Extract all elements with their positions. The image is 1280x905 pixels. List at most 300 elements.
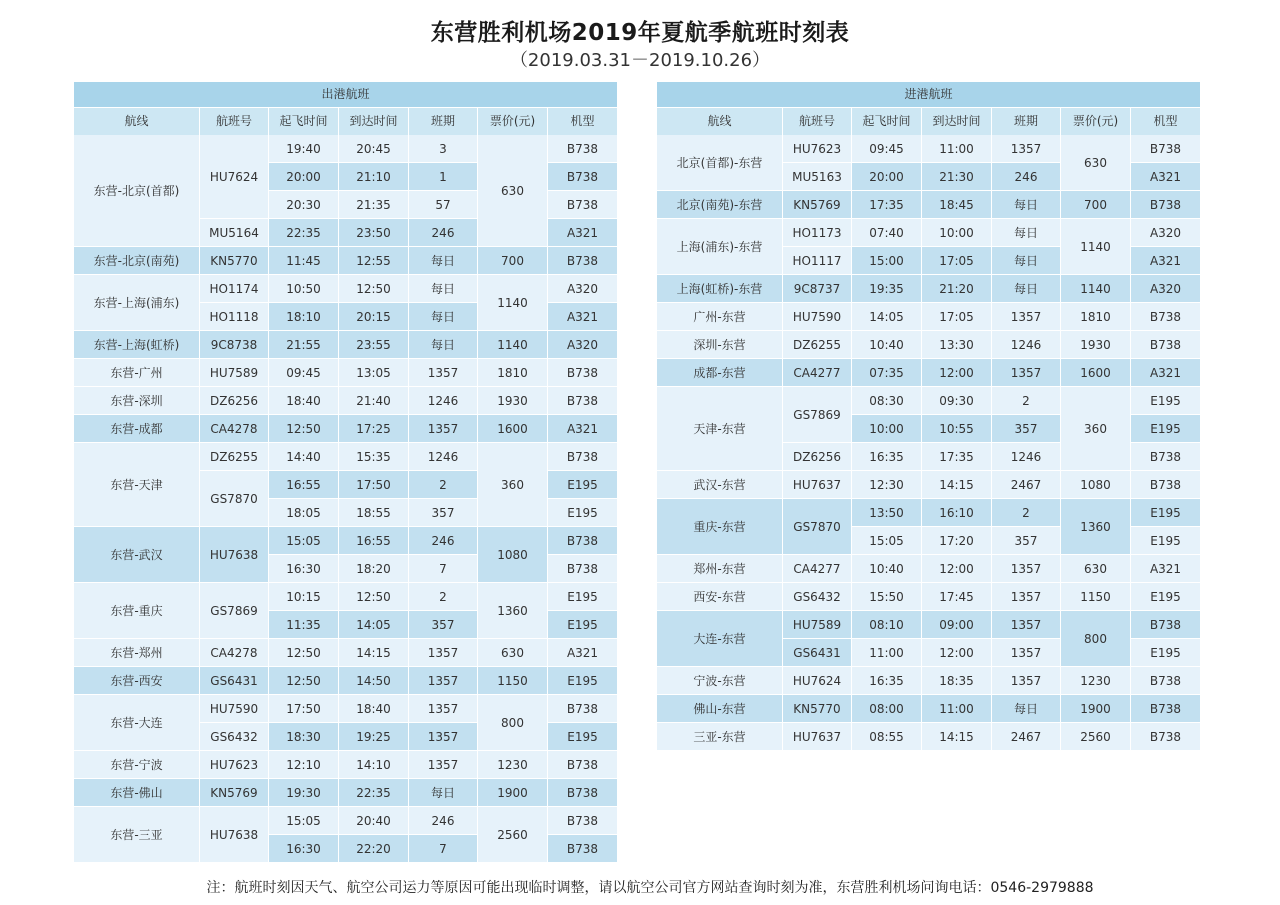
- aircraft-type-cell: B738: [1131, 331, 1200, 359]
- aircraft-type-cell: B738: [548, 135, 617, 163]
- outbound-header-price: 票价(元): [478, 108, 548, 135]
- arrive-time-cell: 18:55: [339, 499, 409, 527]
- arrive-time-cell: 17:05: [922, 247, 992, 275]
- price-cell: 1150: [478, 667, 548, 695]
- aircraft-type-cell: E195: [1131, 387, 1200, 415]
- price-cell: 1140: [1061, 219, 1131, 275]
- price-cell: 800: [1061, 611, 1131, 667]
- aircraft-type-cell: B738: [548, 835, 617, 863]
- aircraft-type-cell: E195: [548, 611, 617, 639]
- arrive-time-cell: 11:00: [922, 135, 992, 163]
- flight-number-cell: KN5770: [783, 695, 852, 723]
- arrive-time-cell: 19:25: [339, 723, 409, 751]
- inbound-header-flight-no: 航班号: [783, 108, 852, 135]
- outbound-header-flight-no: 航班号: [200, 108, 269, 135]
- price-cell: 630: [1061, 135, 1131, 191]
- depart-time-cell: 10:15: [269, 583, 339, 611]
- inbound-header-price: 票价(元): [1061, 108, 1131, 135]
- depart-time-cell: 10:40: [852, 555, 922, 583]
- schedule-cell: 1357: [992, 135, 1061, 163]
- depart-time-cell: 20:00: [852, 163, 922, 191]
- arrive-time-cell: 12:00: [922, 639, 992, 667]
- schedule-cell: 2467: [992, 723, 1061, 751]
- schedule-cell: 1357: [409, 723, 478, 751]
- route-cell: 东营-广州: [74, 359, 200, 387]
- arrive-time-cell: 17:50: [339, 471, 409, 499]
- arrive-time-cell: 10:55: [922, 415, 992, 443]
- schedule-cell: 每日: [409, 247, 478, 275]
- arrive-time-cell: 17:45: [922, 583, 992, 611]
- depart-time-cell: 15:00: [852, 247, 922, 275]
- schedule-cell: 1246: [409, 443, 478, 471]
- aircraft-type-cell: E195: [548, 583, 617, 611]
- price-cell: 1900: [1061, 695, 1131, 723]
- arrive-time-cell: 12:00: [922, 555, 992, 583]
- flight-number-cell: DZ6255: [200, 443, 269, 471]
- aircraft-type-cell: B738: [1131, 667, 1200, 695]
- flight-number-cell: KN5770: [200, 247, 269, 275]
- route-cell: 东营-郑州: [74, 639, 200, 667]
- schedule-cell: 357: [409, 499, 478, 527]
- aircraft-type-cell: A321: [548, 639, 617, 667]
- depart-time-cell: 15:05: [852, 527, 922, 555]
- schedule-cell: 1357: [409, 415, 478, 443]
- aircraft-type-cell: A320: [1131, 275, 1200, 303]
- route-cell: 东营-三亚: [74, 807, 200, 863]
- route-cell: 东营-佛山: [74, 779, 200, 807]
- aircraft-type-cell: E195: [548, 499, 617, 527]
- price-cell: 1600: [1061, 359, 1131, 387]
- arrive-time-cell: 12:00: [922, 359, 992, 387]
- route-cell: 天津-东营: [657, 387, 783, 471]
- aircraft-type-cell: B738: [548, 247, 617, 275]
- arrive-time-cell: 18:45: [922, 191, 992, 219]
- route-cell: 东营-西安: [74, 667, 200, 695]
- price-cell: 1140: [1061, 275, 1131, 303]
- schedule-cell: 357: [992, 527, 1061, 555]
- flight-number-cell: HU7637: [783, 723, 852, 751]
- price-cell: 1360: [478, 583, 548, 639]
- price-cell: 360: [1061, 387, 1131, 471]
- aircraft-type-cell: B738: [1131, 611, 1200, 639]
- aircraft-type-cell: A321: [548, 415, 617, 443]
- price-cell: 700: [1061, 191, 1131, 219]
- depart-time-cell: 16:30: [269, 835, 339, 863]
- schedule-cell: 2: [409, 471, 478, 499]
- depart-time-cell: 10:40: [852, 331, 922, 359]
- aircraft-type-cell: A320: [548, 331, 617, 359]
- schedule-cell: 1: [409, 163, 478, 191]
- route-cell: 郑州-东营: [657, 555, 783, 583]
- arrive-time-cell: 14:15: [339, 639, 409, 667]
- price-cell: 1230: [478, 751, 548, 779]
- aircraft-type-cell: B738: [1131, 695, 1200, 723]
- depart-time-cell: 11:35: [269, 611, 339, 639]
- schedule-cell: 1357: [409, 639, 478, 667]
- depart-time-cell: 19:40: [269, 135, 339, 163]
- depart-time-cell: 16:55: [269, 471, 339, 499]
- route-cell: 东营-成都: [74, 415, 200, 443]
- depart-time-cell: 08:30: [852, 387, 922, 415]
- depart-time-cell: 18:10: [269, 303, 339, 331]
- flight-number-cell: CA4278: [200, 639, 269, 667]
- arrive-time-cell: 10:00: [922, 219, 992, 247]
- price-cell: 2560: [1061, 723, 1131, 751]
- depart-time-cell: 13:50: [852, 499, 922, 527]
- schedule-cell: 每日: [409, 275, 478, 303]
- depart-time-cell: 16:35: [852, 443, 922, 471]
- arrive-time-cell: 14:10: [339, 751, 409, 779]
- schedule-cell: 2: [409, 583, 478, 611]
- aircraft-type-cell: B738: [548, 527, 617, 555]
- depart-time-cell: 12:30: [852, 471, 922, 499]
- inbound-table: [657, 82, 1200, 751]
- arrive-time-cell: 12:50: [339, 275, 409, 303]
- depart-time-cell: 11:00: [852, 639, 922, 667]
- schedule-cell: 246: [992, 163, 1061, 191]
- aircraft-type-cell: E195: [548, 471, 617, 499]
- depart-time-cell: 07:40: [852, 219, 922, 247]
- flight-number-cell: HU7624: [200, 135, 269, 219]
- flight-number-cell: MU5163: [783, 163, 852, 191]
- depart-time-cell: 22:35: [269, 219, 339, 247]
- depart-time-cell: 12:50: [269, 415, 339, 443]
- aircraft-type-cell: E195: [1131, 527, 1200, 555]
- flight-number-cell: GS7869: [200, 583, 269, 639]
- schedule-cell: 1357: [992, 303, 1061, 331]
- depart-time-cell: 20:30: [269, 191, 339, 219]
- flight-number-cell: CA4278: [200, 415, 269, 443]
- flight-number-cell: HU7589: [783, 611, 852, 639]
- arrive-time-cell: 17:20: [922, 527, 992, 555]
- route-cell: 上海(虹桥)-东营: [657, 275, 783, 303]
- depart-time-cell: 12:10: [269, 751, 339, 779]
- arrive-time-cell: 22:20: [339, 835, 409, 863]
- schedule-cell: 2: [992, 387, 1061, 415]
- price-cell: 1810: [1061, 303, 1131, 331]
- arrive-time-cell: 13:05: [339, 359, 409, 387]
- arrive-time-cell: 14:15: [922, 471, 992, 499]
- depart-time-cell: 16:35: [852, 667, 922, 695]
- schedule-cell: 1357: [992, 667, 1061, 695]
- schedule-cell: 357: [992, 415, 1061, 443]
- depart-time-cell: 16:30: [269, 555, 339, 583]
- route-cell: 广州-东营: [657, 303, 783, 331]
- schedule-cell: 246: [409, 807, 478, 835]
- aircraft-type-cell: B738: [548, 191, 617, 219]
- aircraft-type-cell: B738: [548, 555, 617, 583]
- flight-number-cell: GS6431: [200, 667, 269, 695]
- price-cell: 1230: [1061, 667, 1131, 695]
- route-cell: 佛山-东营: [657, 695, 783, 723]
- aircraft-type-cell: A320: [548, 275, 617, 303]
- arrive-time-cell: 20:45: [339, 135, 409, 163]
- flight-number-cell: HU7637: [783, 471, 852, 499]
- arrive-time-cell: 20:40: [339, 807, 409, 835]
- schedule-cell: 357: [409, 611, 478, 639]
- schedule-cell: 7: [409, 835, 478, 863]
- outbound-header-depart: 起飞时间: [269, 108, 339, 135]
- depart-time-cell: 11:45: [269, 247, 339, 275]
- flight-number-cell: GS6432: [783, 583, 852, 611]
- arrive-time-cell: 09:30: [922, 387, 992, 415]
- schedule-cell: 每日: [992, 247, 1061, 275]
- aircraft-type-cell: E195: [548, 723, 617, 751]
- arrive-time-cell: 16:10: [922, 499, 992, 527]
- flight-number-cell: GS7869: [783, 387, 852, 443]
- footer-note: 注：航班时刻因天气、航空公司运力等原因可能出现临时调整，请以航空公司官方网站查询时刻为准，东营胜利机场问询电话：0546-2979888: [206, 880, 1094, 896]
- depart-time-cell: 15:05: [269, 527, 339, 555]
- arrive-time-cell: 21:40: [339, 387, 409, 415]
- flight-number-cell: HO1117: [783, 247, 852, 275]
- aircraft-type-cell: B738: [1131, 303, 1200, 331]
- schedule-cell: 1357: [992, 639, 1061, 667]
- flight-number-cell: GS7870: [200, 471, 269, 527]
- depart-time-cell: 12:50: [269, 667, 339, 695]
- aircraft-type-cell: B738: [548, 695, 617, 723]
- page-subtitle: （2019.03.31－2019.10.26）: [509, 50, 771, 71]
- flight-number-cell: MU5164: [200, 219, 269, 247]
- depart-time-cell: 20:00: [269, 163, 339, 191]
- arrive-time-cell: 09:00: [922, 611, 992, 639]
- schedule-cell: 2467: [992, 471, 1061, 499]
- inbound-header-depart: 起飞时间: [852, 108, 922, 135]
- flight-number-cell: HU7624: [783, 667, 852, 695]
- aircraft-type-cell: B738: [1131, 443, 1200, 471]
- aircraft-type-cell: E195: [1131, 499, 1200, 527]
- depart-time-cell: 12:50: [269, 639, 339, 667]
- schedule-cell: 1357: [992, 359, 1061, 387]
- flight-number-cell: HU7638: [200, 527, 269, 583]
- outbound-table: [74, 82, 617, 863]
- arrive-time-cell: 21:20: [922, 275, 992, 303]
- aircraft-type-cell: A321: [548, 303, 617, 331]
- arrive-time-cell: 18:20: [339, 555, 409, 583]
- depart-time-cell: 15:50: [852, 583, 922, 611]
- aircraft-type-cell: B738: [548, 163, 617, 191]
- depart-time-cell: 18:40: [269, 387, 339, 415]
- depart-time-cell: 14:05: [852, 303, 922, 331]
- arrive-time-cell: 12:55: [339, 247, 409, 275]
- inbound-table-body: [657, 135, 1200, 751]
- outbound-table-body: [74, 135, 617, 863]
- flight-number-cell: HU7589: [200, 359, 269, 387]
- outbound-header-schedule: 班期: [409, 108, 478, 135]
- schedule-cell: 1357: [992, 583, 1061, 611]
- aircraft-type-cell: E195: [1131, 639, 1200, 667]
- arrive-time-cell: 14:05: [339, 611, 409, 639]
- depart-time-cell: 17:50: [269, 695, 339, 723]
- flight-number-cell: HO1174: [200, 275, 269, 303]
- route-cell: 东营-深圳: [74, 387, 200, 415]
- aircraft-type-cell: B738: [1131, 135, 1200, 163]
- outbound-header-arrive: 到达时间: [339, 108, 409, 135]
- schedule-cell: 每日: [992, 219, 1061, 247]
- route-cell: 上海(浦东)-东营: [657, 219, 783, 275]
- outbound-header-aircraft: 机型: [570, 114, 595, 128]
- route-cell: 大连-东营: [657, 611, 783, 667]
- flight-number-cell: KN5769: [783, 191, 852, 219]
- schedule-cell: 每日: [992, 275, 1061, 303]
- schedule-cell: 每日: [409, 779, 478, 807]
- schedule-cell: 2: [992, 499, 1061, 527]
- arrive-time-cell: 14:15: [922, 723, 992, 751]
- depart-time-cell: 14:40: [269, 443, 339, 471]
- aircraft-type-cell: E195: [548, 667, 617, 695]
- arrive-time-cell: 17:25: [339, 415, 409, 443]
- depart-time-cell: 17:35: [852, 191, 922, 219]
- schedule-cell: 1357: [409, 667, 478, 695]
- flight-number-cell: GS7870: [783, 499, 852, 555]
- schedule-cell: 每日: [409, 303, 478, 331]
- arrive-time-cell: 18:40: [339, 695, 409, 723]
- outbound-header-row: [74, 108, 617, 135]
- flight-number-cell: CA4277: [783, 359, 852, 387]
- depart-time-cell: 07:35: [852, 359, 922, 387]
- arrive-time-cell: 11:00: [922, 695, 992, 723]
- aircraft-type-cell: E195: [1131, 583, 1200, 611]
- schedule-cell: 1357: [992, 611, 1061, 639]
- aircraft-type-cell: A321: [1131, 359, 1200, 387]
- schedule-cell: 7: [409, 555, 478, 583]
- route-cell: 北京(南苑)-东营: [657, 191, 783, 219]
- depart-time-cell: 08:10: [852, 611, 922, 639]
- arrive-time-cell: 22:35: [339, 779, 409, 807]
- price-cell: 360: [478, 443, 548, 527]
- flight-number-cell: HU7623: [783, 135, 852, 163]
- route-cell: 东营-上海(虹桥): [74, 331, 200, 359]
- route-cell: 东营-上海(浦东): [74, 275, 200, 331]
- flight-number-cell: KN5769: [200, 779, 269, 807]
- route-cell: 成都-东营: [657, 359, 783, 387]
- price-cell: 630: [478, 639, 548, 667]
- depart-time-cell: 10:50: [269, 275, 339, 303]
- outbound-header-route: 航线: [74, 108, 200, 135]
- arrive-time-cell: 18:35: [922, 667, 992, 695]
- aircraft-type-cell: A320: [1131, 219, 1200, 247]
- route-cell: 东营-大连: [74, 695, 200, 751]
- depart-time-cell: 19:35: [852, 275, 922, 303]
- route-cell: 东营-天津: [74, 443, 200, 527]
- route-cell: 东营-武汉: [74, 527, 200, 583]
- depart-time-cell: 19:30: [269, 779, 339, 807]
- schedule-cell: 1246: [409, 387, 478, 415]
- route-cell: 三亚-东营: [657, 723, 783, 751]
- aircraft-type-cell: A321: [1131, 163, 1200, 191]
- schedule-cell: 1357: [409, 751, 478, 779]
- route-cell: 北京(首都)-东营: [657, 135, 783, 191]
- arrive-time-cell: 21:30: [922, 163, 992, 191]
- arrive-time-cell: 20:15: [339, 303, 409, 331]
- inbound-header-arrive: 到达时间: [922, 108, 992, 135]
- route-cell: 重庆-东营: [657, 499, 783, 555]
- flight-number-cell: HO1173: [783, 219, 852, 247]
- aircraft-type-cell: A321: [1131, 247, 1200, 275]
- schedule-cell: 1357: [992, 555, 1061, 583]
- depart-time-cell: 18:30: [269, 723, 339, 751]
- route-cell: 东营-北京(南苑): [74, 247, 200, 275]
- flight-number-cell: HO1118: [200, 303, 269, 331]
- depart-time-cell: 18:05: [269, 499, 339, 527]
- flight-number-cell: HU7590: [783, 303, 852, 331]
- inbound-header-route: 航线: [657, 108, 783, 135]
- arrive-time-cell: 15:35: [339, 443, 409, 471]
- aircraft-type-cell: E195: [1131, 415, 1200, 443]
- price-cell: 630: [478, 135, 548, 247]
- arrive-time-cell: 23:50: [339, 219, 409, 247]
- price-cell: 1930: [1061, 331, 1131, 359]
- flight-number-cell: HU7638: [200, 807, 269, 863]
- schedule-cell: 1246: [992, 331, 1061, 359]
- inbound-caption: 进港航班: [657, 82, 1200, 108]
- price-cell: 1360: [1061, 499, 1131, 555]
- schedule-cell: 1357: [409, 359, 478, 387]
- schedule-cell: 每日: [992, 695, 1061, 723]
- price-cell: 1810: [478, 359, 548, 387]
- route-cell: 宁波-东营: [657, 667, 783, 695]
- aircraft-type-cell: B738: [548, 807, 617, 835]
- route-cell: 东营-重庆: [74, 583, 200, 639]
- flight-number-cell: DZ6256: [200, 387, 269, 415]
- price-cell: 1900: [478, 779, 548, 807]
- flight-number-cell: CA4277: [783, 555, 852, 583]
- price-cell: 800: [478, 695, 548, 751]
- schedule-cell: 57: [409, 191, 478, 219]
- flight-number-cell: GS6431: [783, 639, 852, 667]
- outbound-caption: 出港航班: [74, 82, 617, 108]
- inbound-header-schedule: 班期: [992, 108, 1061, 135]
- price-cell: 1150: [1061, 583, 1131, 611]
- aircraft-type-cell: B738: [548, 443, 617, 471]
- flight-number-cell: 9C8738: [200, 331, 269, 359]
- price-cell: 1600: [478, 415, 548, 443]
- arrive-time-cell: 21:10: [339, 163, 409, 191]
- depart-time-cell: 08:55: [852, 723, 922, 751]
- aircraft-type-cell: B738: [1131, 723, 1200, 751]
- price-cell: 1930: [478, 387, 548, 415]
- aircraft-type-cell: A321: [1131, 555, 1200, 583]
- arrive-time-cell: 14:50: [339, 667, 409, 695]
- route-cell: 深圳-东营: [657, 331, 783, 359]
- route-cell: 东营-北京(首都): [74, 135, 200, 247]
- arrive-time-cell: 13:30: [922, 331, 992, 359]
- flight-number-cell: DZ6256: [783, 443, 852, 471]
- aircraft-type-cell: B738: [1131, 191, 1200, 219]
- depart-time-cell: 09:45: [269, 359, 339, 387]
- arrive-time-cell: 12:50: [339, 583, 409, 611]
- flight-number-cell: HU7590: [200, 695, 269, 723]
- arrive-time-cell: 17:35: [922, 443, 992, 471]
- aircraft-type-cell: B738: [1131, 471, 1200, 499]
- page-title: 东营胜利机场2019年夏航季航班时刻表: [430, 20, 850, 46]
- inbound-header-aircraft: 机型: [1153, 114, 1178, 128]
- route-cell: 西安-东营: [657, 583, 783, 611]
- depart-time-cell: 10:00: [852, 415, 922, 443]
- schedule-cell: 1246: [992, 443, 1061, 471]
- aircraft-type-cell: B738: [548, 779, 617, 807]
- route-cell: 东营-宁波: [74, 751, 200, 779]
- depart-time-cell: 21:55: [269, 331, 339, 359]
- aircraft-type-cell: A321: [548, 219, 617, 247]
- arrive-time-cell: 16:55: [339, 527, 409, 555]
- arrive-time-cell: 21:35: [339, 191, 409, 219]
- inbound-header-row: [657, 108, 1200, 135]
- schedule-cell: 246: [409, 527, 478, 555]
- price-cell: 1080: [1061, 471, 1131, 499]
- flight-number-cell: GS6432: [200, 723, 269, 751]
- arrive-time-cell: 17:05: [922, 303, 992, 331]
- depart-time-cell: 08:00: [852, 695, 922, 723]
